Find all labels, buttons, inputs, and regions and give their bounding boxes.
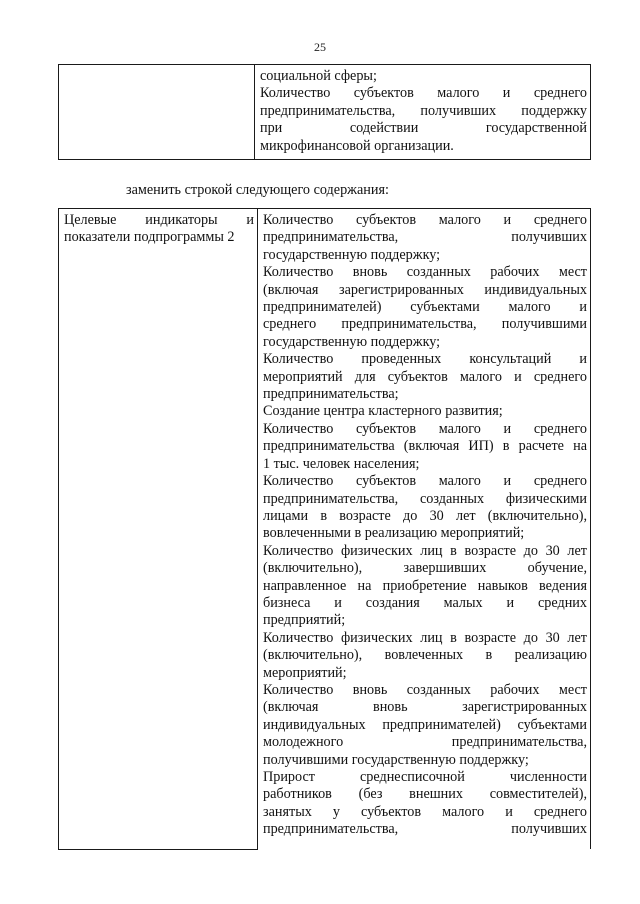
indicator-line: бизнеса и создания малых и средних xyxy=(263,594,587,611)
indicator-line: 1 тыс. человек населения; xyxy=(263,455,420,472)
page-number: 25 xyxy=(314,40,326,54)
previous-row-line: микрофинансовой организации. xyxy=(260,137,454,154)
previous-row-left-cell xyxy=(59,65,255,160)
replacement-row-table xyxy=(58,208,591,850)
indicator-line: работников (без внешних совместителей), xyxy=(263,786,587,803)
indicator-line: среднего предпринимательства, получившими xyxy=(263,316,587,333)
indicator-line: (включая вновь зарегистрированных xyxy=(263,699,587,716)
indicator-line: индивидуальных предпринимателей) субъектами xyxy=(263,716,587,733)
indicator-line: государственную поддержку; xyxy=(263,246,441,263)
indicator-line: Создание центра кластерного развития; xyxy=(263,403,503,420)
indicator-line: Количество физических лиц в возрасте до 30 лет xyxy=(263,542,587,559)
indicator-line: Количество вновь созданных рабочих мест xyxy=(263,681,587,698)
indicators-label-line: показатели подпрограммы 2 xyxy=(64,229,235,246)
indicator-line: государственную поддержку; xyxy=(263,333,441,350)
indicator-line: (включительно), вовлеченных в реализацию xyxy=(263,647,587,664)
indicator-line: занятых у субъектов малого и среднего xyxy=(263,803,587,820)
indicator-line: (включительно), завершивших обучение, xyxy=(263,560,587,577)
indicator-line: предпринимательства, созданных физическими xyxy=(263,490,587,507)
indicator-line: предпринимательства, получивших xyxy=(263,229,587,246)
indicator-line: Количество субъектов малого и среднего xyxy=(263,420,587,437)
previous-row-right-cell xyxy=(255,65,591,160)
indicator-line: вовлеченными в реализацию мероприятий; xyxy=(263,525,525,542)
indicator-line: лицами в возрасте до 30 лет (включительно), xyxy=(263,507,587,524)
indicator-line: Прирост среднесписочной численности xyxy=(263,769,587,785)
indicators-label-cell xyxy=(59,209,258,850)
indicator-line: предпринимательства, получивших xyxy=(263,821,587,838)
indicator-line: получившими государственную поддержку; xyxy=(263,751,529,768)
previous-row-line: Количество субъектов малого и среднего xyxy=(260,85,587,102)
previous-row-line: при содействии государственной xyxy=(260,120,587,137)
indicator-line: Количество физических лиц в возрасте до 30 лет xyxy=(263,629,587,646)
indicator-line: предпринимательства; xyxy=(263,386,399,403)
indicator-line: Количество проведенных консультаций и xyxy=(263,351,587,368)
indicator-line: мероприятий; xyxy=(263,664,347,681)
indicator-line: Количество вновь созданных рабочих мест xyxy=(263,264,587,281)
indicator-line: (включая зарегистрированных индивидуальных xyxy=(263,281,587,298)
indicator-line: Количество субъектов малого и среднего xyxy=(263,212,587,228)
replacement-intro-text: заменить строкой следующего содержания: xyxy=(126,182,389,198)
indicator-line: предпринимательства (включая ИП) в расчете на xyxy=(263,438,587,455)
indicators-list-cell xyxy=(258,209,591,850)
previous-row-line: предпринимательства, получивших поддержку xyxy=(260,102,587,119)
indicator-line: предприятий; xyxy=(263,612,346,629)
indicators-label-line: Целевые индикаторы и xyxy=(64,212,254,228)
indicator-line: направленное на приобретение навыков ведения xyxy=(263,577,587,594)
indicator-line: мероприятий для субъектов малого и среднего xyxy=(263,368,587,385)
indicator-line: предпринимателей) субъектами малого и xyxy=(263,299,587,316)
previous-row-line: социальной сферы; xyxy=(260,68,377,84)
indicator-line: Количество субъектов малого и среднего xyxy=(263,473,587,490)
indicator-line: молодежного предпринимательства, xyxy=(263,734,587,751)
previous-row-table xyxy=(58,64,591,160)
